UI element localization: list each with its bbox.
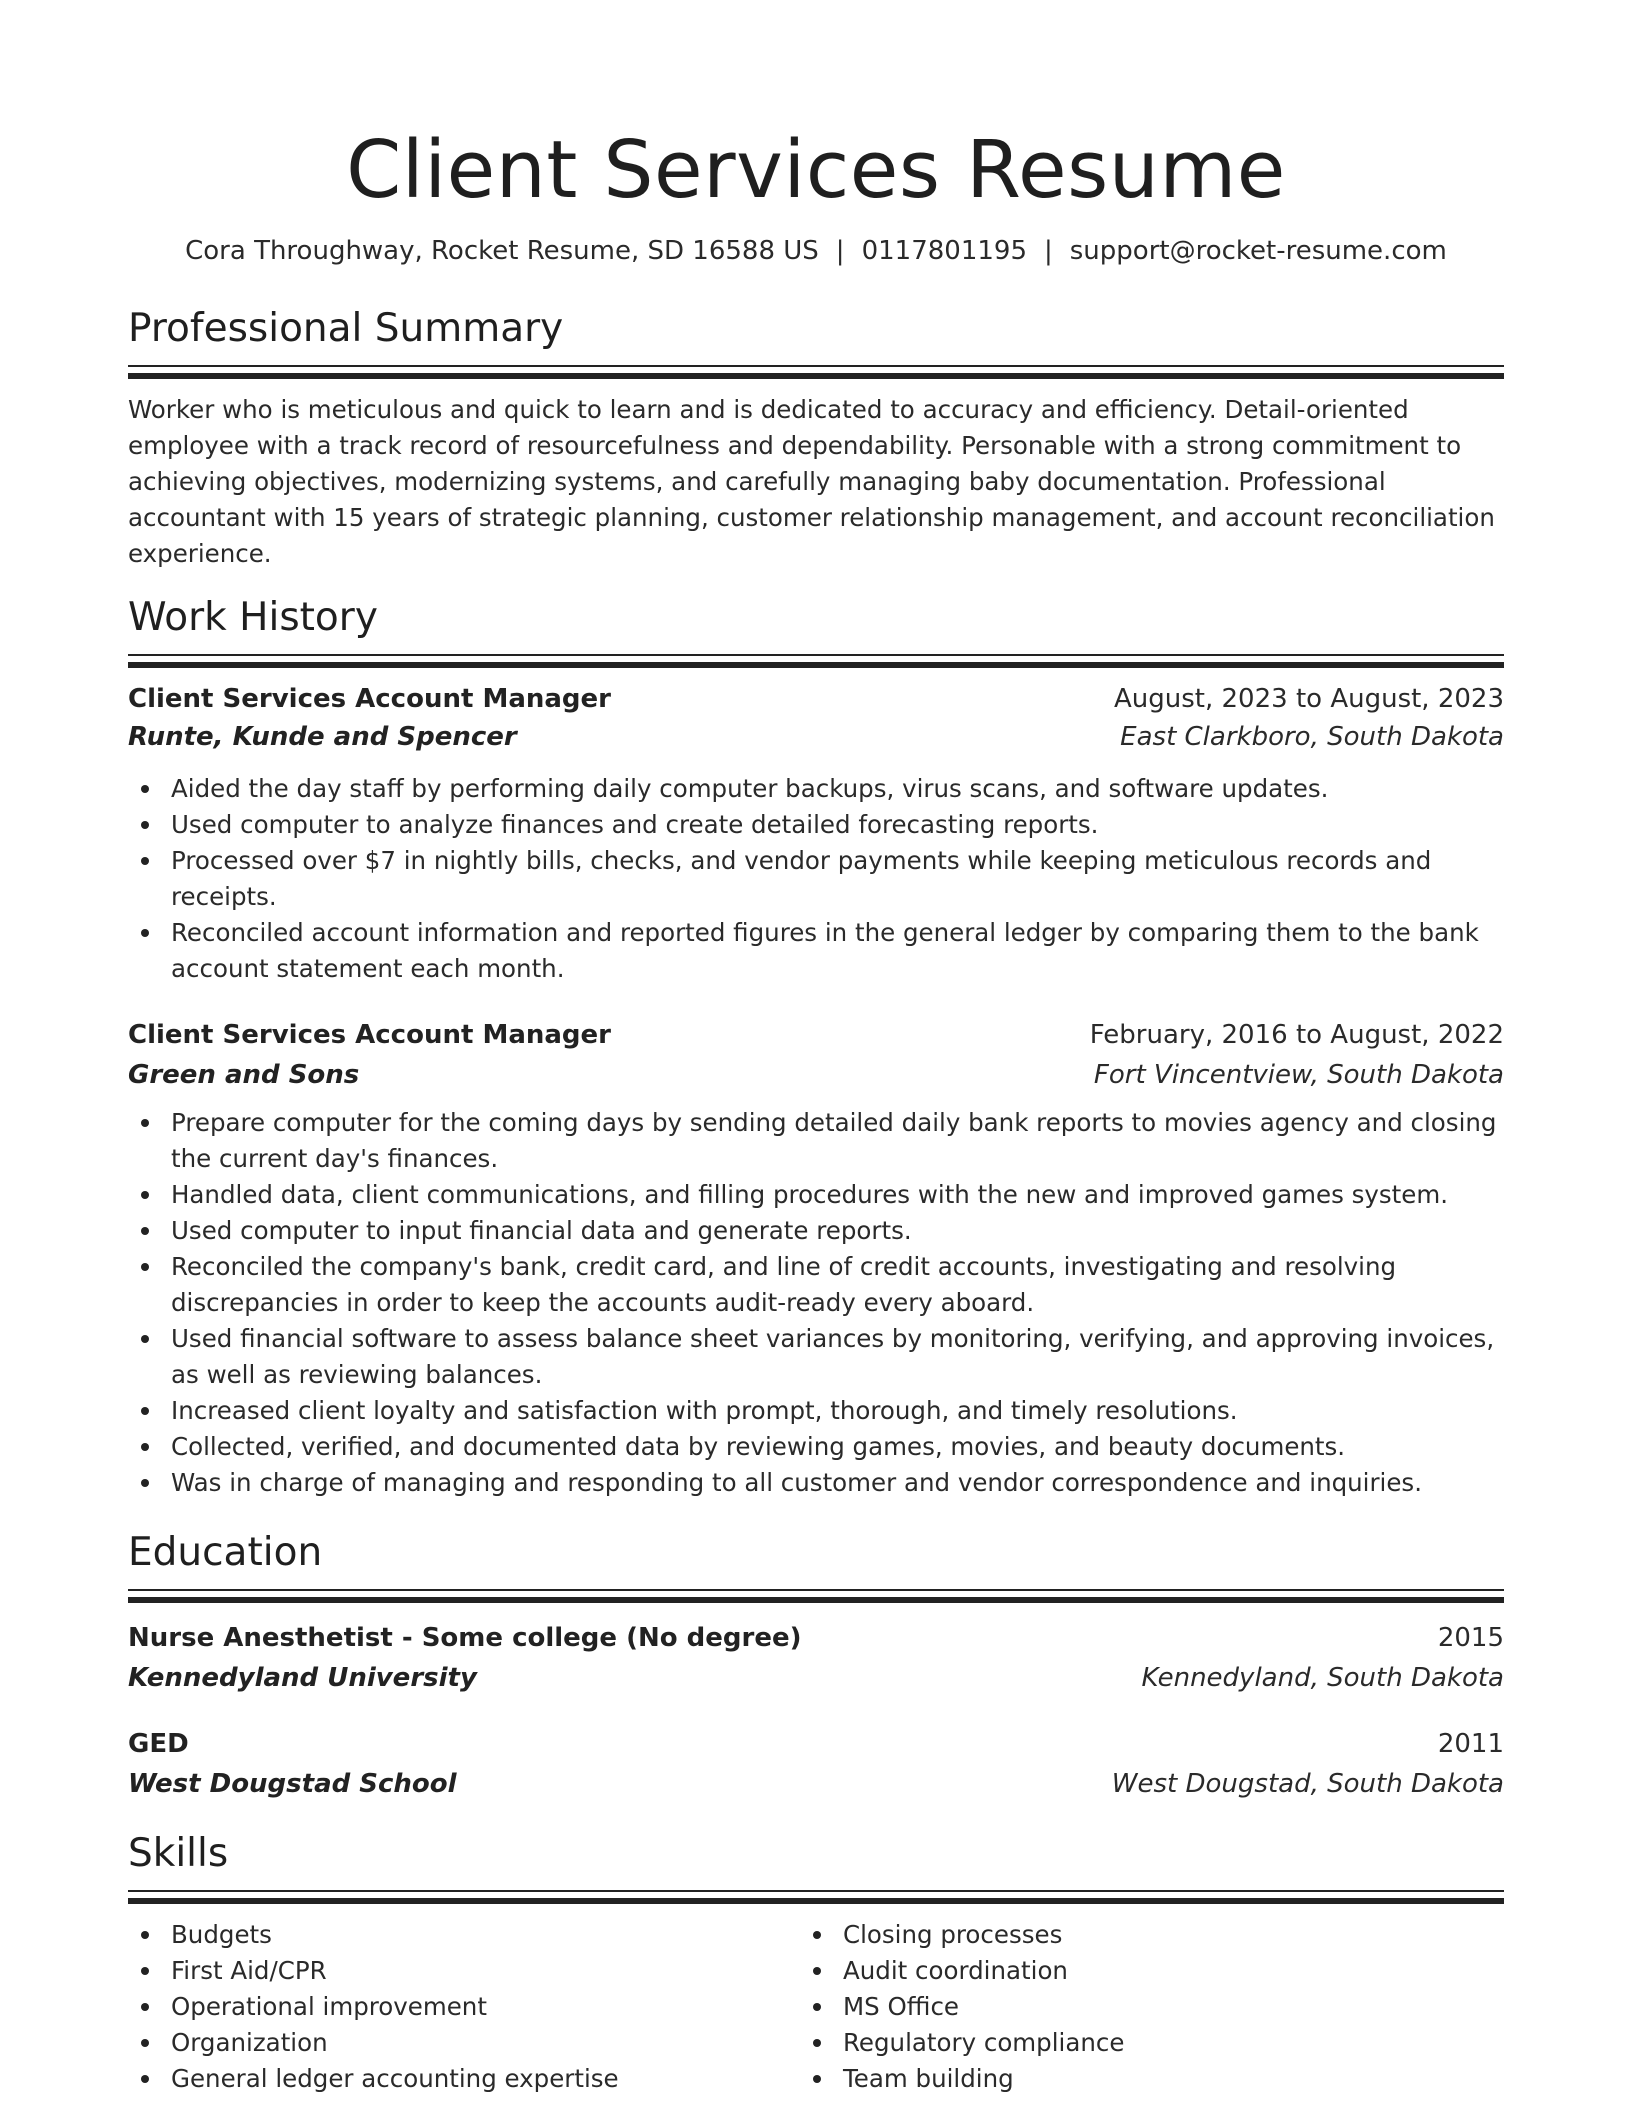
- skill-item: MS Office: [800, 1989, 1472, 2025]
- list-item: Used financial software to assess balance sheet variances by monitoring, verifying, and approving invoices, as well as reviewing balances.: [128, 1321, 1504, 1393]
- degree-title: Nurse Anesthetist - Some college (No degree): [128, 1623, 802, 1653]
- list-item: Processed over $7 in nightly bills, checks, and vendor payments while keeping meticulous records and receipts.: [128, 843, 1504, 915]
- summary-text: Worker who is meticulous and quick to learn and is dedicated to accuracy and efficiency. Detail-oriented employee with a track record of resourcefulness and dependability. Personable with a strong commitment to achieving objectives, modernizing systems, and carefully managing baby documentation. Professional accountant with 15 years of strategic planning, customer relationship management, and account reconciliation experience.: [128, 395, 1495, 568]
- education-year: 2011: [1437, 1729, 1504, 1759]
- skills-list-left: [128, 1917, 800, 2097]
- skill-item: Team building: [800, 2061, 1472, 2097]
- list-item: Handled data, client communications, and filling procedures with the new and improved games system.: [128, 1177, 1504, 1213]
- contact-phone: 0117801195: [861, 236, 1027, 266]
- job-entry: [128, 1017, 1504, 1501]
- section-divider: [128, 365, 1504, 378]
- section-heading-education: Education: [128, 1530, 323, 1575]
- job-duties-list: [128, 771, 1504, 987]
- school-location: Kennedyland, South Dakota: [1141, 1663, 1504, 1693]
- work-history-section: [128, 594, 1504, 1501]
- job-title: Client Services Account Manager: [128, 1020, 611, 1050]
- list-item: Reconciled account information and reported figures in the general ledger by comparing them to the bank account statement each month.: [128, 915, 1504, 987]
- skill-item: Operational improvement: [128, 1989, 800, 2025]
- education-section: [128, 1529, 1504, 1802]
- section-heading-work-history: Work History: [128, 595, 378, 640]
- list-item: Increased client loyalty and satisfaction with prompt, thorough, and timely resolutions.: [128, 1393, 1504, 1429]
- skill-item: General ledger accounting expertise: [128, 2061, 800, 2097]
- school-location: West Dougstad, South Dakota: [1111, 1769, 1504, 1799]
- skill-item: Organization: [128, 2025, 800, 2061]
- school-name: West Dougstad School: [128, 1769, 457, 1799]
- section-heading-summary: Professional Summary: [128, 306, 564, 351]
- contact-line: [128, 234, 1504, 268]
- job-company: Green and Sons: [128, 1060, 360, 1090]
- section-heading-skills: Skills: [128, 1831, 229, 1876]
- job-title: Client Services Account Manager: [128, 684, 611, 714]
- section-divider: [128, 1589, 1504, 1602]
- contact-separator: |: [835, 236, 845, 266]
- education-entry: [128, 1620, 1504, 1696]
- skill-item: First Aid/CPR: [128, 1953, 800, 1989]
- contact-address: Cora Throughway, Rocket Resume, SD 16588 US: [185, 236, 819, 266]
- list-item: Used computer to input financial data and generate reports.: [128, 1213, 1504, 1249]
- contact-email: support@rocket-resume.com: [1069, 236, 1447, 266]
- skills-list-right: [800, 1917, 1472, 2097]
- contact-separator: |: [1043, 236, 1053, 266]
- list-item: Reconciled the company's bank, credit card, and line of credit accounts, investigating and resolving discrepancies in order to keep the accounts audit-ready every aboard.: [128, 1249, 1504, 1321]
- skill-item: Budgets: [128, 1917, 800, 1953]
- job-entry: [128, 681, 1504, 987]
- degree-title: GED: [128, 1729, 189, 1759]
- job-dates: February, 2016 to August, 2022: [1089, 1020, 1504, 1050]
- list-item: Was in charge of managing and responding to all customer and vendor correspondence and inquiries.: [128, 1465, 1504, 1501]
- skill-item: Audit coordination: [800, 1953, 1472, 1989]
- skill-item: Regulatory compliance: [800, 2025, 1472, 2061]
- job-company: Runte, Kunde and Spencer: [128, 722, 517, 752]
- job-dates: August, 2023 to August, 2023: [1114, 684, 1504, 714]
- job-location: East Clarkboro, South Dakota: [1120, 722, 1504, 752]
- skill-item: Closing processes: [800, 1917, 1472, 1953]
- job-duties-list: [128, 1105, 1504, 1501]
- list-item: Collected, verified, and documented data by reviewing games, movies, and beauty documents.: [128, 1429, 1504, 1465]
- skills-section: [128, 1830, 1504, 2097]
- job-location: Fort Vincentview, South Dakota: [1093, 1060, 1504, 1090]
- summary-section: [128, 305, 1504, 572]
- section-divider: [128, 1890, 1504, 1903]
- section-divider: [128, 654, 1504, 667]
- list-item: Prepare computer for the coming days by sending detailed daily bank reports to movies agency and closing the current day's finances.: [128, 1105, 1504, 1177]
- list-item: Aided the day staff by performing daily computer backups, virus scans, and software updates.: [128, 771, 1504, 807]
- education-year: 2015: [1437, 1623, 1504, 1653]
- skills-grid: [128, 1917, 1504, 2097]
- list-item: Used computer to analyze finances and create detailed forecasting reports.: [128, 807, 1504, 843]
- school-name: Kennedyland University: [128, 1663, 477, 1693]
- education-entry: [128, 1726, 1504, 1802]
- page-title: Client Services Resume: [346, 124, 1286, 216]
